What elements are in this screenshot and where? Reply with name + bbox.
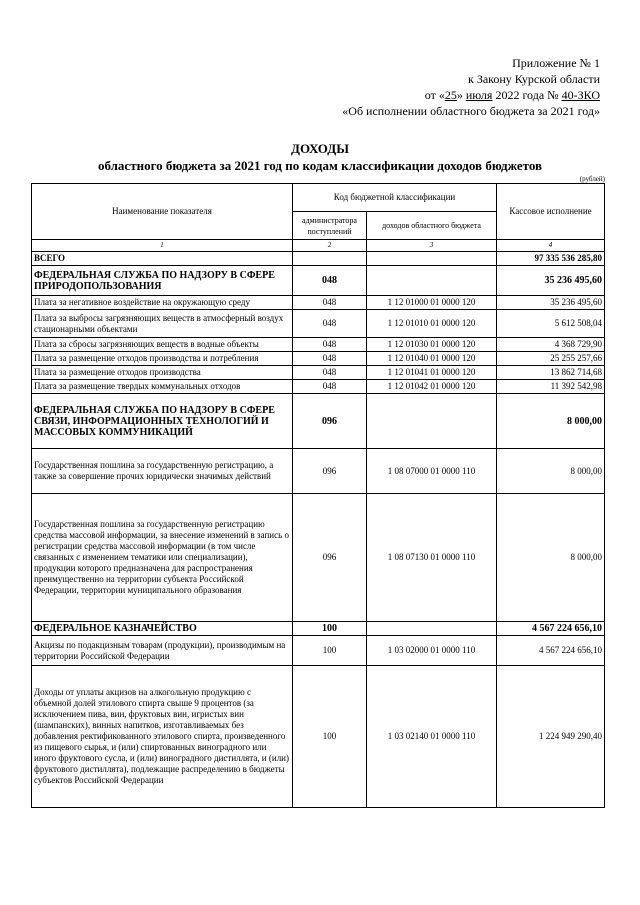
row-name: Государственная пошлина за государственную регистрацию средства массовой информации, за внесение изменений в запись о регистрации средства массовой информации (в том числе связанных с изменением тематики или специализации), продукции которого предназначена для распространения преимущественно на территории субъекта Российской Федерации, территории муниципального образования [32,494,293,622]
row-name: Государственная пошлина за государственную регистрацию, а также за совершение прочих юридически значимых действий [32,449,293,494]
row-code: 1 12 01040 01 0000 120 [367,352,497,366]
row-code: 1 12 01042 01 0000 120 [367,380,497,394]
table-row [32,252,605,266]
title-sub: областного бюджета за 2021 год по кодам классификации доходов бюджетов [97,158,543,173]
row-admin: 048 [293,338,367,352]
row-value: 13 862 714,68 [497,366,605,380]
row-value: 8 000,00 [497,494,605,622]
row-name: Доходы от уплаты акцизов на алкогольную продукцию с объемной долей этилового спирта свыше 9 процентов (за исключением пива, вин, фруктовых вин, игристых вин (шампанских), винных напитков, изготавливаемых без добавления ректификованного этилового спирта, произведенного из пищевого сырья, и (или) спиртованных виноградного или иного фруктового сусла, и (или) виноградного дистиллята, и (или) фруктового дистиллята), подлежащие распределению в бюджеты субъектов Российской Федерации [32,666,293,808]
row-admin: 100 [293,622,367,636]
appendix-line4: «Об исполнении областного бюджета за 2021 год» [342,104,600,118]
row-admin: 048 [293,380,367,394]
table-row [32,622,605,636]
table-row [32,366,605,380]
row-value: 4 567 224 656,10 [497,622,605,636]
document-title [0,140,640,174]
row-value: 35 236 495,60 [497,296,605,310]
row-admin: 096 [293,394,367,449]
row-name: Плата за размещение отходов производства и потребления [32,352,293,366]
row-name: Плата за негативное воздействие на окружающую среду [32,296,293,310]
row-name: ФЕДЕРАЛЬНАЯ СЛУЖБА ПО НАДЗОРУ В СФЕРЕ СВЯЗИ, ИНФОРМАЦИОННЫХ ТЕХНОЛОГИЙ И МАССОВЫХ КОММУНИКАЦИЙ [32,394,293,449]
table-row [32,636,605,666]
header-idx: 4 [497,240,605,252]
row-admin: 048 [293,366,367,380]
header-code-group: Код бюджетной классификации [293,184,497,212]
table-row [32,338,605,352]
row-code: 1 08 07130 01 0000 110 [367,494,497,622]
appendix-line3: от «25» июля 2022 года № 40-ЗКО [424,88,600,102]
row-name: ФЕДЕРАЛЬНАЯ СЛУЖБА ПО НАДЗОРУ В СФЕРЕ ПРИРОДОПОЛЬЗОВАНИЯ [32,266,293,296]
row-admin: 048 [293,296,367,310]
table-row [32,352,605,366]
table-row [32,394,605,449]
row-code: 1 08 07000 01 0000 110 [367,449,497,494]
row-name: Плата за выбросы загрязняющих веществ в атмосферный воздух стационарными объектами [32,310,293,338]
row-admin: 100 [293,666,367,808]
title-main: ДОХОДЫ [291,141,349,156]
row-code: 1 12 01010 01 0000 120 [367,310,497,338]
row-value: 35 236 495,60 [497,266,605,296]
row-code [367,252,497,266]
row-code [367,622,497,636]
row-value: 8 000,00 [497,449,605,494]
row-code: 1 12 01000 01 0000 120 [367,296,497,310]
table-row [32,666,605,808]
row-code [367,394,497,449]
row-name: Плата за сбросы загрязняющих веществ в водные объекты [32,338,293,352]
row-value: 5 612 508,04 [497,310,605,338]
row-admin: 048 [293,352,367,366]
appendix-block [300,55,600,119]
row-admin [293,252,367,266]
row-value: 97 335 536 285,80 [497,252,605,266]
row-code: 1 03 02140 01 0000 110 [367,666,497,808]
header-name: Наименование показателя [32,184,293,240]
row-name: ФЕДЕРАЛЬНОЕ КАЗНАЧЕЙСТВО [32,622,293,636]
table-row [32,494,605,622]
row-code [367,266,497,296]
row-name: Плата за размещение твердых коммунальных отходов [32,380,293,394]
header-admin: администратора поступлений [293,212,367,240]
row-admin: 048 [293,310,367,338]
income-table [31,183,605,808]
row-value: 25 255 257,66 [497,352,605,366]
row-admin: 096 [293,494,367,622]
row-code: 1 12 01030 01 0000 120 [367,338,497,352]
row-name: Акцизы по подакцизным товарам (продукции), производимым на территории Российской Федерации [32,636,293,666]
row-code: 1 12 01041 01 0000 120 [367,366,497,380]
row-value: 4 368 729,90 [497,338,605,352]
header-idx: 1 [32,240,293,252]
row-code: 1 03 02000 01 0000 110 [367,636,497,666]
row-value: 1 224 949 290,40 [497,666,605,808]
row-value: 11 392 542,98 [497,380,605,394]
table-row [32,266,605,296]
table-row [32,380,605,394]
row-value: 8 000,00 [497,394,605,449]
header-exec: Кассовое исполнение [497,184,605,240]
row-value: 4 567 224 656,10 [497,636,605,666]
header-idx: 3 [367,240,497,252]
appendix-line2: к Закону Курской области [468,72,600,86]
table-row [32,449,605,494]
header-income: доходов областного бюджета [367,212,497,240]
row-name: Плата за размещение отходов производства [32,366,293,380]
table-row [32,310,605,338]
row-admin: 048 [293,266,367,296]
row-admin: 096 [293,449,367,494]
row-name: ВСЕГО [32,252,293,266]
units-label: (рублей) [579,175,605,183]
row-admin: 100 [293,636,367,666]
appendix-line1: Приложение № 1 [512,56,600,70]
header-idx: 2 [293,240,367,252]
table-row [32,296,605,310]
